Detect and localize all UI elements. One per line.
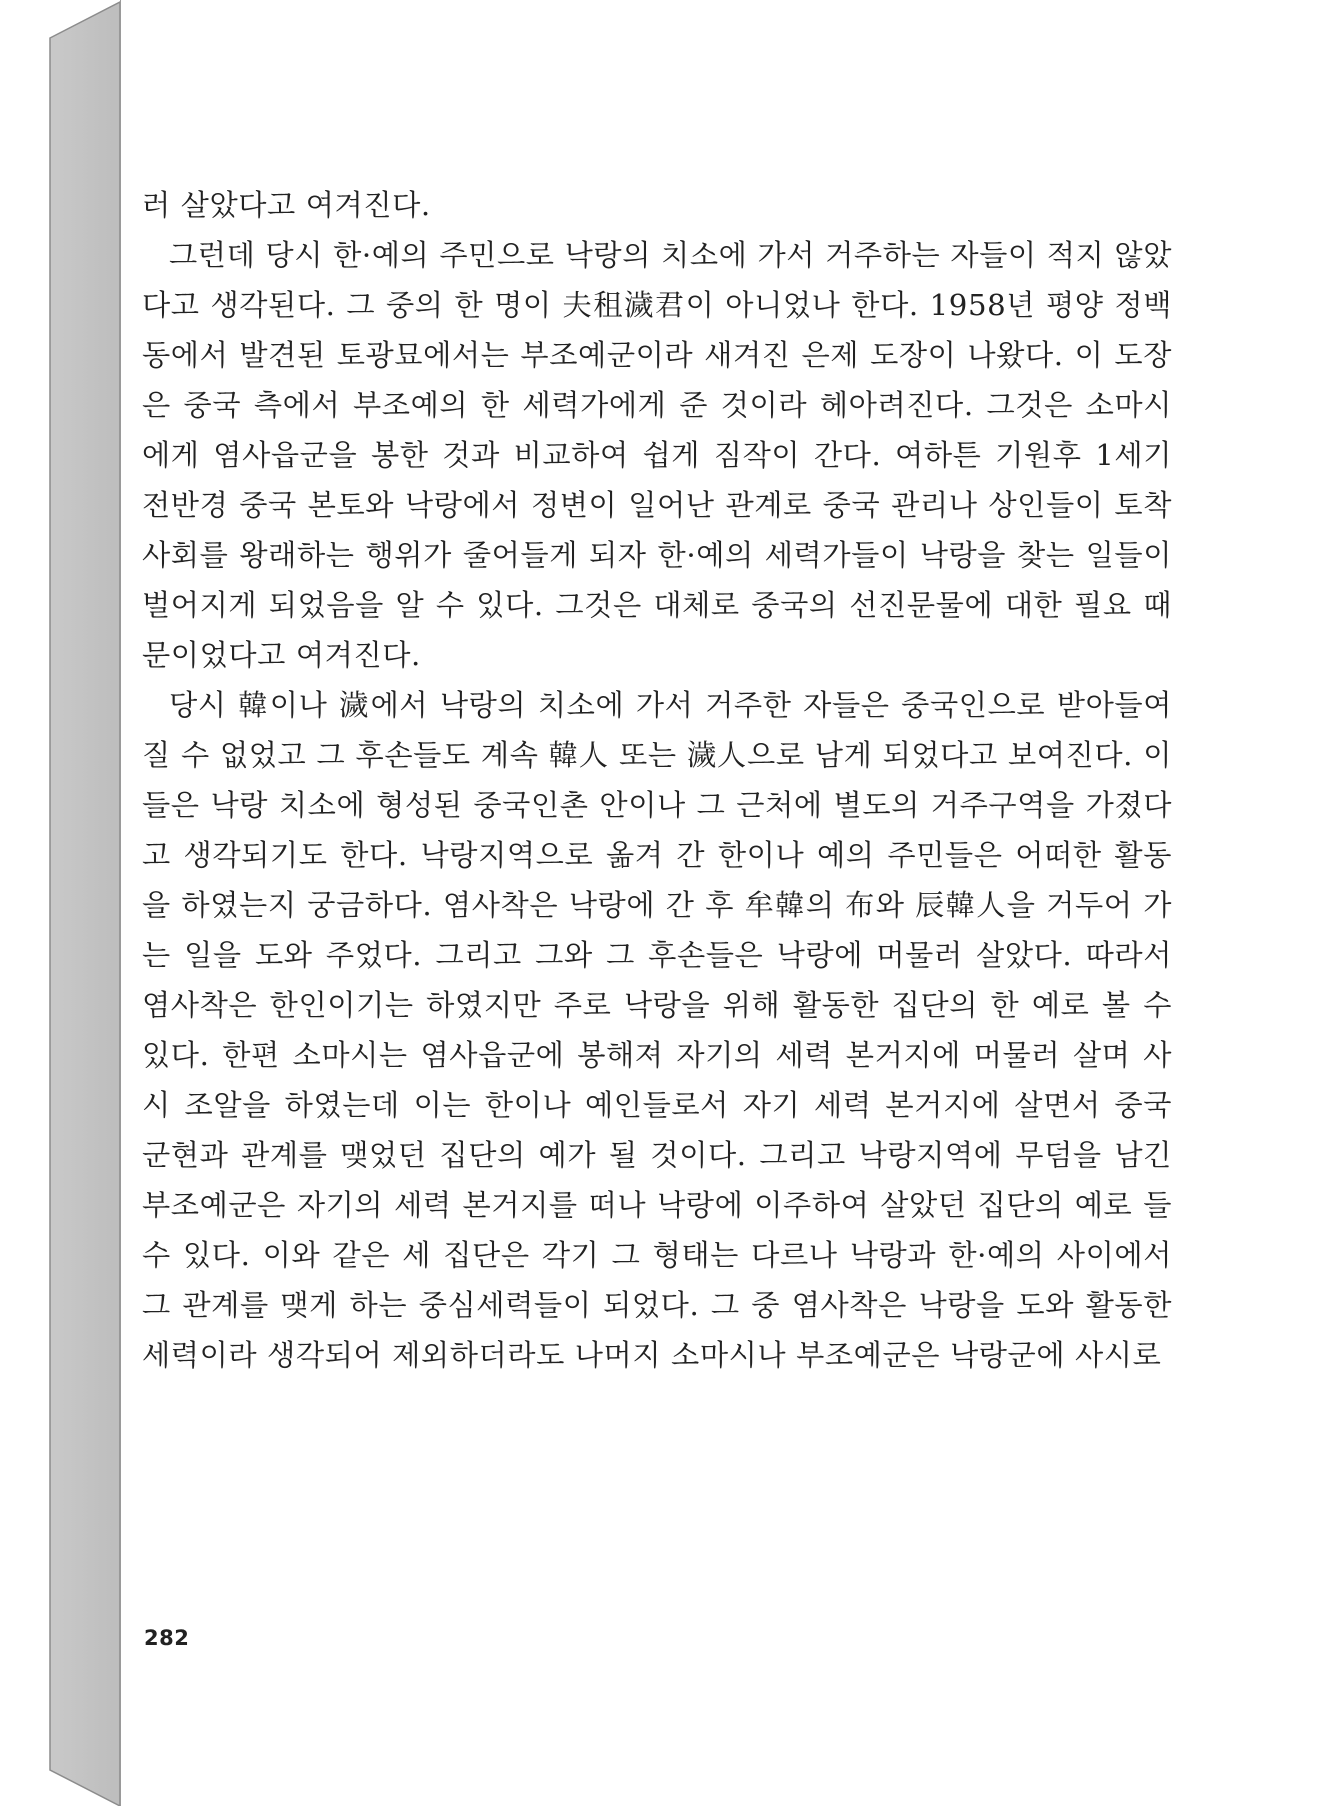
- paragraph-1: 러 살았다고 여겨진다.: [142, 188, 431, 222]
- paragraph-2: 그런데 당시 한·예의 주민으로 낙랑의 치소에 가서 거주하는 자들이 적지 않았다고 생각된다. 그 중의 한 명이 夫租濊君이 아니었나 한다. 1958년 평양 정백동에서 발견된 토광묘에서는 부조예군이라 새겨진 은제 도장이 나왔다. 이 도장은 중국 측에서 부조예의 한 세력가에게 준 것이라 헤아려진다. 그것은 소마시에게 염사읍군을 봉한 것과 비교하여 쉽게 짐작이 간다. 여하튼 기원후 1세기 전반경 중국 본토와 낙랑에서 정변이 일어난 관계로 중국 관리나 상인들이 토착사회를 왕래하는 행위가 줄어들게 되자 한·예의 세력가들이 낙랑을 찾는 일들이 벌어지게 되었음을 알 수 있다. 그것은 대체로 중국의 선진문물에 대한 필요 때문이었다고 여겨진다.: [142, 238, 1172, 672]
- body-text: [142, 180, 1172, 1380]
- paragraph-3: 당시 韓이나 濊에서 낙랑의 치소에 가서 거주한 자들은 중국인으로 받아들여질 수 없었고 그 후손들도 계속 韓人 또는 濊人으로 남게 되었다고 보여진다. 이들은 낙랑 치소에 형성된 중국인촌 안이나 그 근처에 별도의 거주구역을 가졌다고 생각되기도 한다. 낙랑지역으로 옮겨 간 한이나 예의 주민들은 어떠한 활동을 하였는지 궁금하다. 염사착은 낙랑에 간 후 牟韓의 布와 辰韓人을 거두어 가는 일을 도와 주었다. 그리고 그와 그 후손들은 낙랑에 머물러 살았다. 따라서 염사착은 한인이기는 하였지만 주로 낙랑을 위해 활동한 집단의 한 예로 볼 수 있다. 한편 소마시는 염사읍군에 봉해져 자기의 세력 본거지에 머물러 살며 사시 조알을 하였는데 이는 한이나 예인들로서 자기 세력 본거지에 살면서 중국 군현과 관계를 맺었던 집단의 예가 될 것이다. 그리고 낙랑지역에 무덤을 남긴 부조예군은 자기의 세력 본거지를 떠나 낙랑에 이주하여 살았던 집단의 예로 들 수 있다. 이와 같은 세 집단은 각기 그 형태는 다르나 낙랑과 한·예의 사이에서 그 관계를 맺게 하는 중심세력들이 되었다. 그 중 염사착은 낙랑을 도와 활동한 세력이라 생각되어 제외하더라도 나머지 소마시나 부조예군은 낙랑군에 사시로: [142, 688, 1172, 1372]
- page-number: 282: [144, 1626, 190, 1650]
